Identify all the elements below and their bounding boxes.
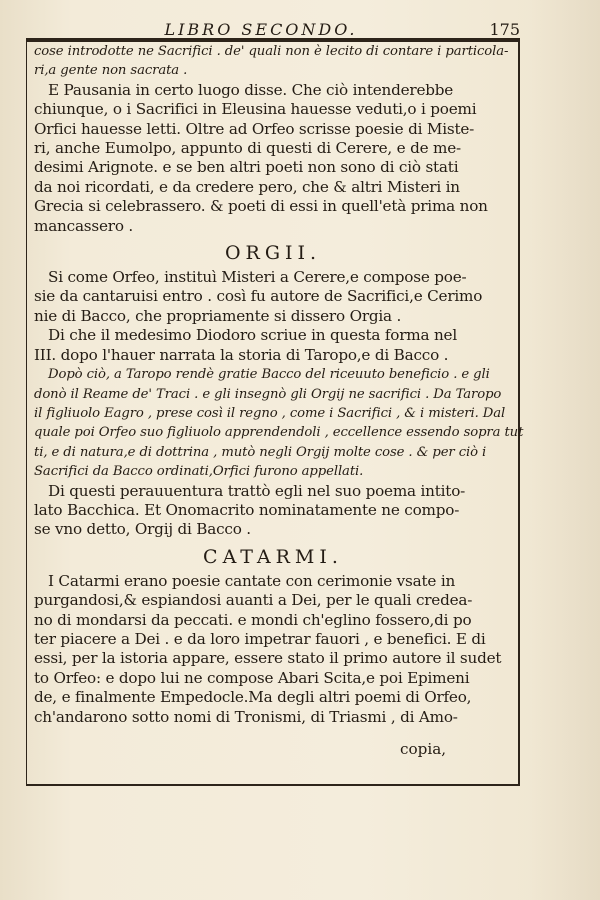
text-line: E Pausania in certo luogo disse. Che ciò intenderebbe [48,80,454,99]
text-line: da noi ricordati, e da credere pero, che & altri Misteri in [34,177,460,196]
page-number: 175 [489,20,520,39]
text-line: Di che il medesimo Diodoro scriue in questa forma nel [48,326,457,345]
text-line: I Catarmi erano poesie cantate con cerimonie vsate in [48,571,456,590]
text-line: Si come Orfeo, instituì Misteri a Cerere,e compose poe- [48,268,467,287]
text-line: purgandosi,& espiandosi auanti a Dei, per le quali credea- [34,591,473,610]
text-line: to Orfeo: e dopo lui ne compose Abari Scita,e poi Epimeni [34,668,470,687]
text-line: nie di Bacco, che propriamente si dissero Orgia . [34,306,402,325]
catchword: copia, [400,740,447,758]
text-line: ter piacere a Dei . e da loro impetrar fauori , e benefici. E di [34,629,486,648]
text-line: ch'andarono sotto nomi di Tronismi, di Triasmi , di Amo- [34,707,458,726]
text-line: no di mondarsi da peccati. e mondi ch'eglino fossero,di po [34,610,472,629]
text-line: III. dopo l'hauer narrata la storia di Taropo,e di Bacco . [34,345,449,364]
text-line: chiunque, o i Sacrifici in Eleusina hauesse veduti,o i poemi [34,100,477,119]
section-heading-orgii: ORGII. [224,242,322,265]
text-line: desimi Arignote. e se ben altri poeti non sono di ciò stati [34,158,459,177]
text-line: sie da cantaruisi entro . così fu autore de Sacrifici,e Cerimo [34,287,483,306]
text-line: Grecia si celebrassero. & poeti di essi in quell'età prima non [34,197,488,216]
text-column [34,42,524,727]
quoted-line: quale poi Orfeo suo figliuolo apprendendoli , eccellence essendo sopra tut [34,425,524,441]
running-title: LIBRO SECONDO. [164,20,358,39]
text-line: essi, per la istoria appare, essere stato il primo autore il sudet [34,649,502,668]
section-heading-catarmi: CATARMI. [203,545,343,568]
text-line: ri,a gente non sacrata . [34,63,188,79]
quoted-line: Sacrifici da Bacco ordinati,Orfici furono appellati. [34,464,364,480]
text-line: cose introdotte ne Sacrifici . de' quali non è lecito di contare i particola- [34,44,509,59]
text-line: Di questi perauuentura trattò egli nel suo poema intito- [48,481,466,500]
text-line: Orfici hauesse letti. Oltre ad Orfeo scrisse poesie di Miste- [34,119,475,138]
page-edge-shadow [530,0,600,900]
text-line: lato Bacchica. Et Onomacrito nominatamente ne compo- [34,500,460,519]
text-line: mancassero . [34,216,134,235]
quoted-line: ti, e di natura,e di dottrina , mutò negli Orgij molte cose . & per ciò i [34,444,487,460]
text-line: ri, anche Eumolpo, appunto di questi di Cerere, e de me- [34,139,461,158]
quoted-line: Dopò ciò, a Taropo rendè gratie Bacco del riceuuto beneficio . e gli [48,367,490,383]
text-line: de, e finalmente Empedocle.Ma degli altri poemi di Orfeo, [34,688,472,707]
quoted-line: il figliuolo Eagro , prese così il regno , come i Sacrifici , & i misteri. Dal [34,405,506,421]
text-line: se vno detto, Orgij di Bacco . [34,520,251,539]
quoted-line: donò il Reame de' Traci . e gli insegnò gli Orgij ne sacrifici . Da Taropo [34,386,502,402]
